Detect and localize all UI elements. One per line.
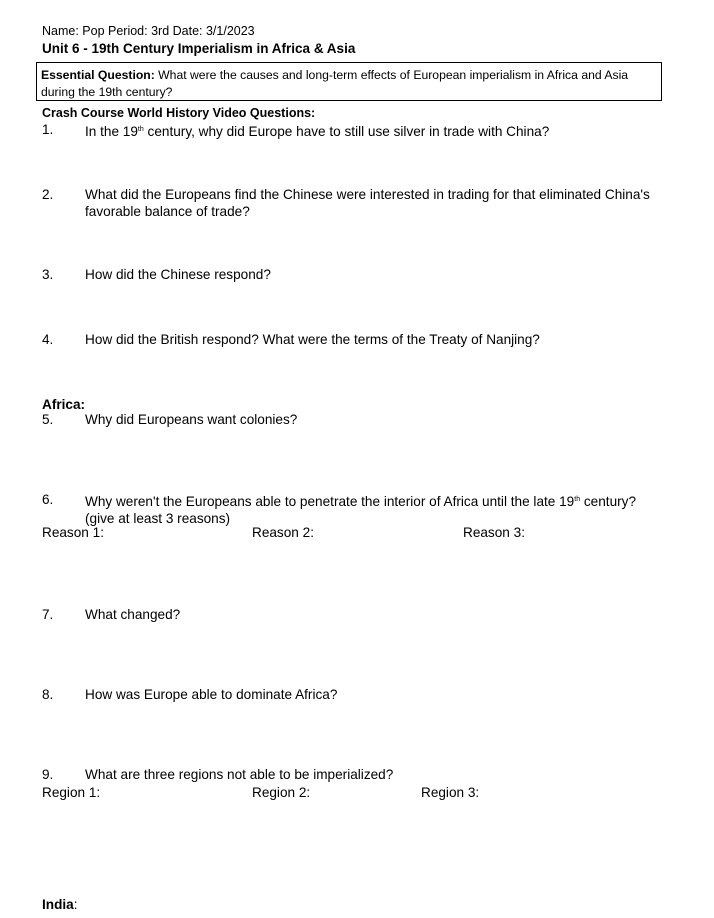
question-number: 6. [42,492,54,507]
question-text: Why did Europeans want colonies? [85,412,298,427]
essential-question-label: Essential Question: [41,68,155,82]
essential-question-text-line1: What were the causes and long-term effects of European imperialism in Africa and Asia [154,68,629,82]
question-text: What changed? [85,607,181,622]
region-2-label: Region 2: [252,785,311,800]
question-text: Why weren't the Europeans able to penetrate the interior of Africa until the late 19th century? (give at least 3 reasons) [85,494,637,526]
question-text: How was Europe able to dominate Africa? [85,687,338,702]
question-number: 8. [42,687,54,702]
video-section-label: Crash Course World History Video Questions: [42,106,316,120]
region-3-label: Region 3: [421,785,480,800]
essential-question-text-line2: during the 19th century? [41,84,173,99]
reason-1-label: Reason 1: [42,525,104,540]
question-number: 3. [42,267,54,282]
question-number: 9. [42,767,54,782]
india-section-label: India: [42,897,78,912]
essential-question-box [36,62,662,101]
africa-section-label: Africa: [42,397,86,412]
question-text: How did the Chinese respond? [85,267,271,282]
reason-3-label: Reason 3: [463,525,525,540]
question-number: 4. [42,332,54,347]
region-1-label: Region 1: [42,785,101,800]
question-number: 5. [42,412,54,427]
header-meta-line: Name: Pop Period: 3rd Date: 3/1/2023 [42,24,255,38]
reason-2-label: Reason 2: [252,525,314,540]
question-text: What did the Europeans find the Chinese were interested in trading for that eliminated China's favorable balance of trade? [85,187,650,219]
question-text: In the 19th century, why did Europe have to still use silver in trade with China? [85,124,550,139]
question-text: What are three regions not able to be imperialized? [85,767,394,782]
question-text: How did the British respond? What were the terms of the Treaty of Nanjing? [85,332,540,347]
question-number: 1. [42,122,54,137]
question-number: 7. [42,607,54,622]
page-title: Unit 6 - 19th Century Imperialism in Africa & Asia [42,41,356,56]
question-number: 2. [42,187,54,202]
